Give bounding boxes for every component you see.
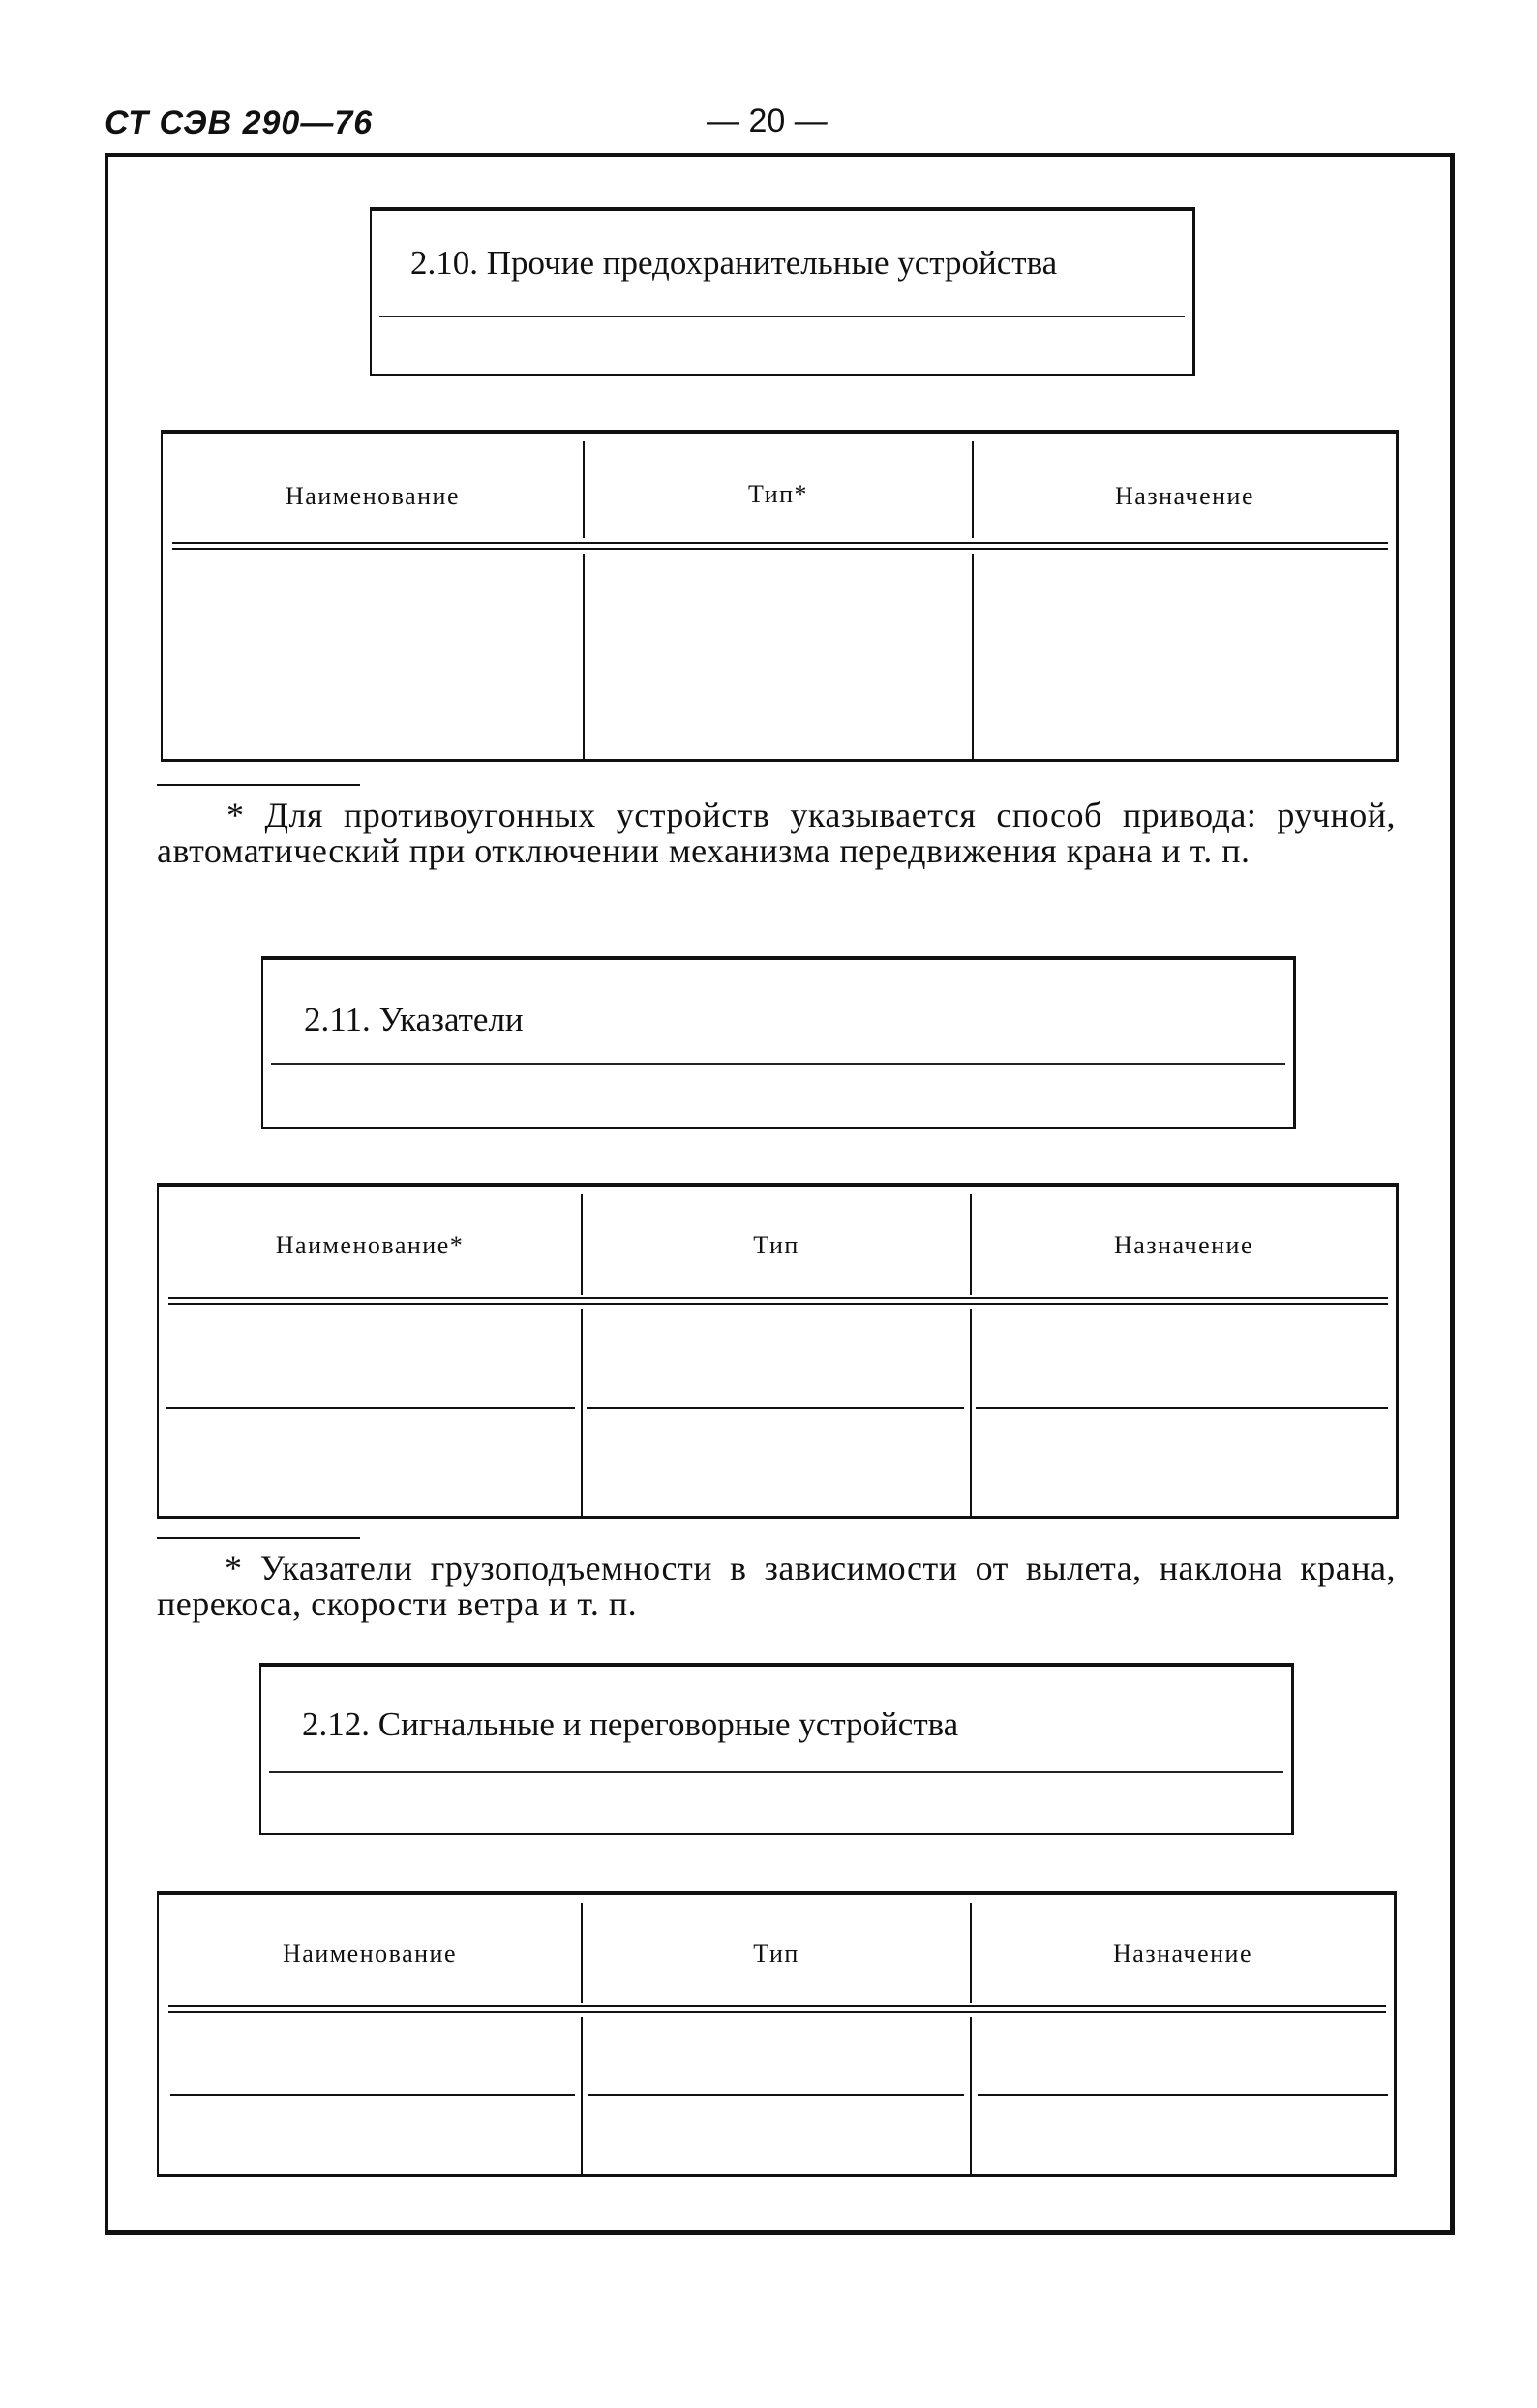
column-divider [972,554,974,759]
footnote: * Для противоугонных устройств указывается способ привода: ручной, автоматический при отключении механизма передвижения крана и т. п. [157,796,1396,870]
column-divider [970,1309,972,1516]
section-title-box [259,1663,1294,1835]
column-divider [581,1309,583,1516]
footnote: * Указатели грузоподъемности в зависимости от вылета, наклона крана, перекоса, скорости ветра и т. п. [157,1549,1396,1623]
section-title: 2.10. Прочие предохранительные устройства [410,244,1058,282]
row-divider [588,2094,964,2096]
column-header-purpose: Назначение [1114,1231,1253,1259]
section-title-box [370,207,1195,376]
row-divider [978,2094,1388,2096]
row-divider [170,2094,575,2096]
data-table [161,430,1399,762]
title-box-divider [379,316,1185,317]
column-header-name: Наименование* [275,1231,465,1259]
data-table [157,1891,1397,2177]
column-divider [972,441,974,538]
column-header-type: Тип [753,1231,799,1259]
column-divider [970,1903,972,2003]
section-title-box [261,956,1296,1129]
header-double-rule [172,542,1388,550]
section-title: 2.11. Указатели [304,1001,524,1038]
column-divider [583,441,585,538]
row-divider [976,1407,1388,1409]
column-divider [581,2017,583,2174]
header-double-rule [168,2005,1386,2013]
section-title: 2.12. Сигнальные и переговорные устройства [302,1705,959,1743]
header-double-rule [168,1297,1388,1305]
column-header-type: Тип* [747,480,809,508]
column-header-name: Наименование [283,1940,457,1968]
title-box-divider [271,1063,1285,1065]
data-table [157,1183,1399,1519]
column-header-type: Тип [753,1940,799,1968]
column-header-name: Наименование [286,482,460,510]
row-divider [587,1407,964,1409]
column-divider [970,2017,972,2174]
page-number: — 20 — [707,103,828,139]
column-divider [581,1903,583,2003]
document-code: СТ СЭВ 290—76 [105,105,374,141]
footnote-rule [157,784,360,786]
column-divider [970,1194,972,1295]
title-box-divider [269,1771,1283,1773]
footnote-rule [157,1537,360,1539]
column-header-purpose: Назначение [1113,1940,1252,1968]
column-divider [581,1194,583,1295]
column-header-purpose: Назначение [1115,482,1254,510]
row-divider [166,1407,575,1409]
column-divider [583,554,585,759]
